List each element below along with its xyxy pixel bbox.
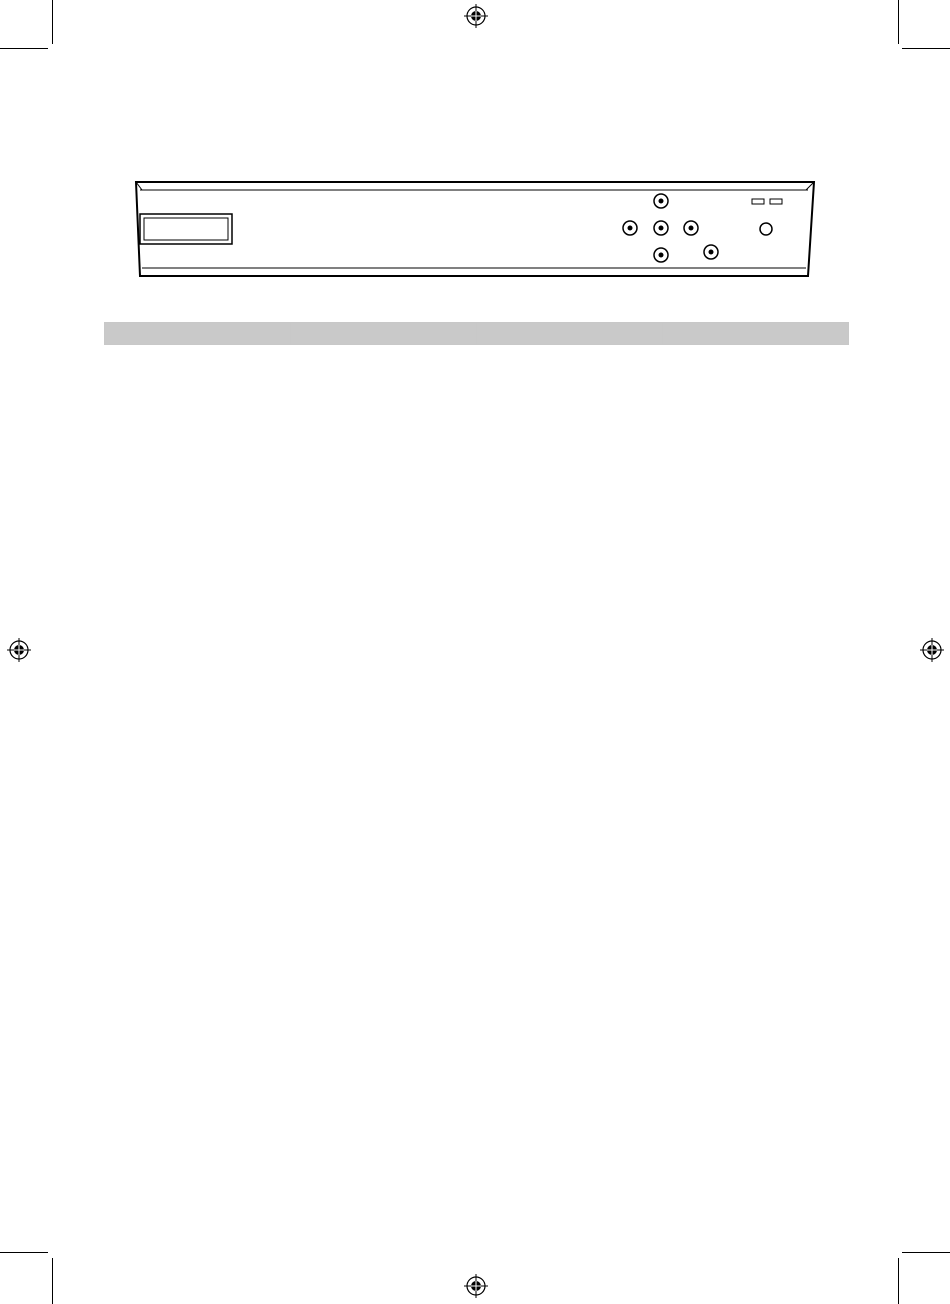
registration-mark-icon: [7, 638, 31, 662]
header-key: [291, 323, 477, 345]
table-header-row: [105, 323, 849, 345]
registration-mark-icon: [464, 1274, 488, 1298]
crop-mark: [902, 1252, 950, 1253]
crop-mark: [0, 1252, 48, 1253]
function-table: [104, 322, 849, 345]
header-mark: [477, 323, 663, 345]
crop-mark: [52, 1258, 53, 1304]
crop-mark: [898, 1258, 899, 1304]
header-function: [663, 323, 849, 345]
registration-mark-icon: [920, 638, 944, 662]
dvr-front-panel-diagram: [0, 0, 950, 320]
header-no: [105, 323, 291, 345]
